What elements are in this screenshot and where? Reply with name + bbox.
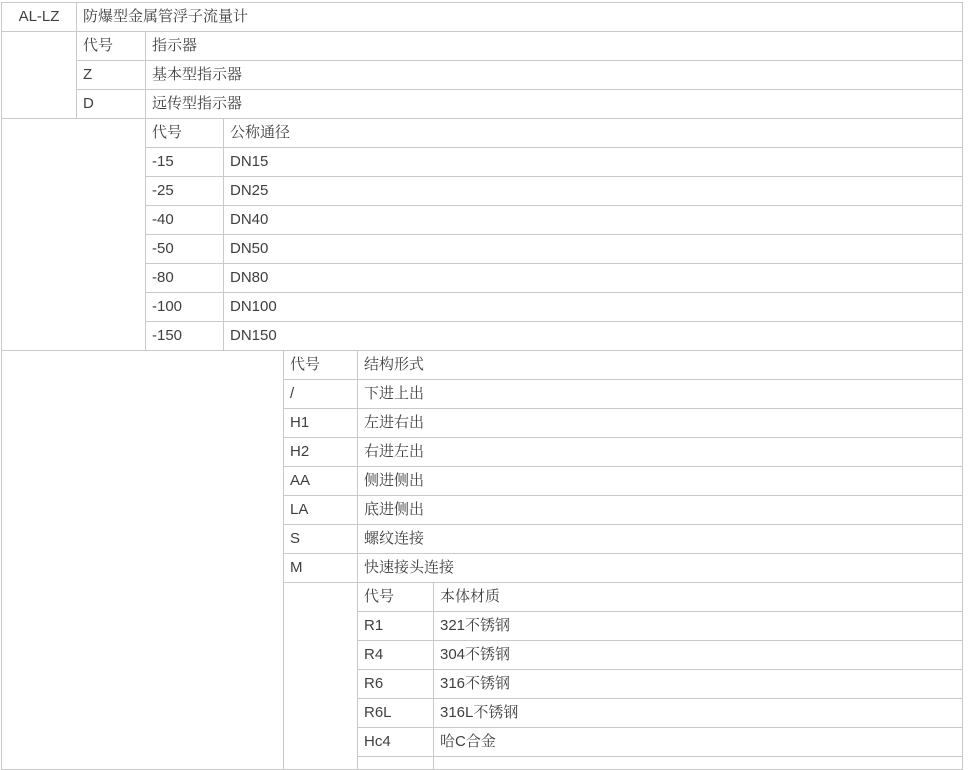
code-cell: -80 bbox=[146, 264, 224, 292]
code-cell: -40 bbox=[146, 206, 224, 234]
label-cell: DN40 bbox=[230, 211, 269, 228]
code-cell: H1 bbox=[284, 409, 358, 437]
section-header-row bbox=[77, 32, 962, 61]
label-cell: 远传型指示器 bbox=[152, 95, 243, 112]
table-row bbox=[146, 235, 962, 264]
label-cell: 316不锈钢 bbox=[440, 675, 511, 692]
label-header-cell: 本体材质 bbox=[440, 588, 501, 605]
table-row bbox=[358, 612, 962, 641]
code-cell: Hc4 bbox=[358, 728, 434, 756]
code-cell: AA bbox=[284, 467, 358, 495]
merged-empty-cell bbox=[284, 583, 358, 769]
label-cell: 螺纹连接 bbox=[364, 530, 425, 547]
merged-empty-cell bbox=[2, 119, 146, 350]
label-cell: 下进上出 bbox=[364, 385, 425, 402]
table-row bbox=[358, 728, 962, 757]
code-cell: R1 bbox=[358, 612, 434, 640]
label-cell: DN50 bbox=[230, 240, 269, 257]
code-cell: -25 bbox=[146, 177, 224, 205]
label-cell: DN100 bbox=[230, 298, 277, 315]
section-header-row bbox=[284, 351, 962, 380]
product-name-cell: 防爆型金属管浮子流量计 bbox=[83, 8, 249, 25]
code-cell: R4 bbox=[358, 641, 434, 669]
code-header-cell: 代号 bbox=[77, 32, 146, 60]
label-cell: 右进左出 bbox=[364, 443, 425, 460]
label-cell bbox=[434, 757, 962, 769]
code-cell: D bbox=[77, 90, 146, 118]
label-cell: 侧进侧出 bbox=[364, 472, 425, 489]
code-cell: H2 bbox=[284, 438, 358, 466]
label-cell: DN25 bbox=[230, 182, 269, 199]
table-row bbox=[146, 177, 962, 206]
table-row bbox=[358, 670, 962, 699]
code-header-cell: 代号 bbox=[146, 119, 224, 147]
label-cell: 左进右出 bbox=[364, 414, 425, 431]
section-structure-and-material bbox=[2, 351, 962, 769]
code-header-cell: 代号 bbox=[284, 351, 358, 379]
table-row bbox=[284, 554, 962, 583]
label-cell: 基本型指示器 bbox=[152, 66, 243, 83]
section-indicator bbox=[2, 32, 962, 119]
code-cell: -100 bbox=[146, 293, 224, 321]
label-header-cell: 结构形式 bbox=[364, 356, 425, 373]
code-cell: R6L bbox=[358, 699, 434, 727]
table-row bbox=[284, 525, 962, 554]
label-cell: DN150 bbox=[230, 327, 277, 344]
table-row bbox=[284, 380, 962, 409]
merged-empty-cell bbox=[2, 351, 284, 769]
model-selection-table bbox=[1, 2, 963, 770]
label-cell: 316L不锈钢 bbox=[440, 704, 519, 721]
code-cell: -50 bbox=[146, 235, 224, 263]
table-row bbox=[284, 496, 962, 525]
table-row bbox=[146, 322, 962, 350]
table-row bbox=[358, 699, 962, 728]
table-row bbox=[77, 61, 962, 90]
section-header-row bbox=[358, 583, 962, 612]
table-row bbox=[77, 90, 962, 118]
code-cell: -15 bbox=[146, 148, 224, 176]
table-row bbox=[358, 641, 962, 670]
section-header-row bbox=[146, 119, 962, 148]
product-code-cell: AL-LZ bbox=[2, 3, 77, 31]
code-cell: -150 bbox=[146, 322, 224, 350]
code-cell bbox=[358, 757, 434, 769]
label-cell: 321不锈钢 bbox=[440, 617, 511, 634]
code-cell: R6 bbox=[358, 670, 434, 698]
clipped-next-row bbox=[358, 757, 962, 769]
table-row bbox=[284, 467, 962, 496]
section-nominal-diameter bbox=[2, 119, 962, 351]
table-row bbox=[146, 206, 962, 235]
table-row bbox=[284, 409, 962, 438]
section-body-material bbox=[284, 583, 962, 769]
table-row bbox=[146, 264, 962, 293]
label-cell: 哈C合金 bbox=[440, 733, 496, 750]
label-cell: 快速接头连接 bbox=[364, 559, 455, 576]
table-row bbox=[284, 438, 962, 467]
code-cell: LA bbox=[284, 496, 358, 524]
code-cell: M bbox=[284, 554, 358, 582]
code-cell: Z bbox=[77, 61, 146, 89]
label-header-cell: 公称通径 bbox=[230, 124, 291, 141]
code-header-cell: 代号 bbox=[358, 583, 434, 611]
label-cell: DN15 bbox=[230, 153, 269, 170]
label-header-cell: 指示器 bbox=[152, 37, 198, 54]
code-cell: / bbox=[284, 380, 358, 408]
label-cell: DN80 bbox=[230, 269, 269, 286]
label-cell: 底进侧出 bbox=[364, 501, 425, 518]
table-row bbox=[146, 148, 962, 177]
merged-empty-cell bbox=[2, 32, 77, 118]
code-cell: S bbox=[284, 525, 358, 553]
table-row bbox=[146, 293, 962, 322]
section-structure-form bbox=[284, 351, 962, 583]
product-row bbox=[2, 3, 962, 32]
label-cell: 304不锈钢 bbox=[440, 646, 511, 663]
